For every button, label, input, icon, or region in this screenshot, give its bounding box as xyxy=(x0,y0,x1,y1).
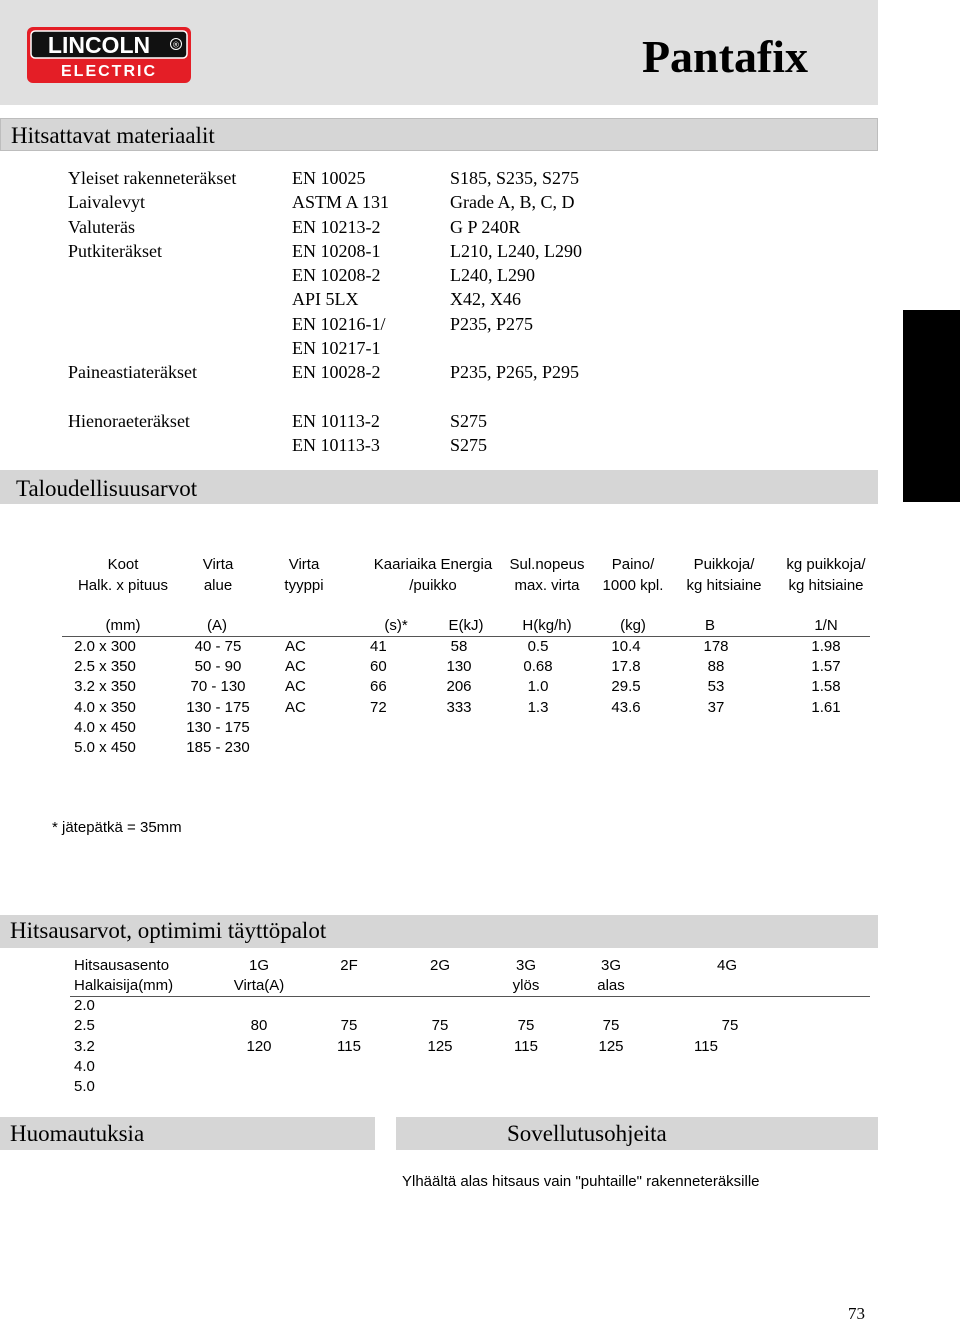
economy-cell: 0.68 xyxy=(523,658,553,675)
economy-unit: (mm) xyxy=(105,617,141,634)
welding-diameter: 2.0 xyxy=(74,997,95,1014)
economy-cell: 43.6 xyxy=(611,699,641,716)
material-grade: P235, P265, P295 xyxy=(450,362,580,382)
welding-current: 115 xyxy=(514,1038,538,1055)
economy-cell: 4.0 x 350 xyxy=(74,699,136,716)
section-applications xyxy=(396,1117,878,1150)
logo-registered-mark: ® xyxy=(173,40,179,50)
economy-cell: 53 xyxy=(707,678,725,695)
economy-footnote: * jätepätkä = 35mm xyxy=(52,819,182,836)
welding-header: Hitsausasento xyxy=(74,957,170,974)
economy-cell: 130 xyxy=(446,658,472,675)
section-notes xyxy=(0,1117,375,1150)
material-standard: EN 10208-2 xyxy=(292,265,381,285)
economy-cell: 206 xyxy=(446,678,472,695)
economy-header: tyyppi xyxy=(284,577,324,594)
welding-header: 3G xyxy=(515,957,537,974)
welding-current: 75 xyxy=(721,1017,739,1034)
material-name: Paineastiateräkset xyxy=(68,362,197,382)
material-standard: EN 10025 xyxy=(292,168,366,188)
welding-current: 75 xyxy=(431,1017,449,1034)
material-standard: API 5LX xyxy=(292,289,359,309)
welding-table-rule xyxy=(70,996,870,997)
economy-cell: 50 - 90 xyxy=(194,658,242,675)
welding-diameter: 4.0 xyxy=(74,1058,95,1075)
economy-header: Virta xyxy=(202,556,234,573)
material-standard: EN 10208-1 xyxy=(292,241,381,261)
welding-current: 125 xyxy=(427,1038,453,1055)
material-grade: L240, L290 xyxy=(450,265,535,285)
economy-cell: 10.4 xyxy=(611,638,641,655)
material-standard: EN 10216-1/ xyxy=(292,314,386,334)
material-standard: ASTM A 131 xyxy=(292,192,390,212)
welding-header: Virta(A) xyxy=(233,977,285,994)
economy-cell: 1.61 xyxy=(811,699,841,716)
economy-cell: 178 xyxy=(703,638,729,655)
logo-lincoln-text: LINCOLN xyxy=(47,32,151,58)
economy-header: Kaariaika Energia xyxy=(373,556,493,573)
economy-cell: 17.8 xyxy=(611,658,641,675)
section-welding-values xyxy=(0,915,878,948)
welding-header: 2G xyxy=(429,957,451,974)
welding-header: ylös xyxy=(512,977,540,994)
economy-unit: (A) xyxy=(207,617,227,634)
welding-header: Halkaisija(mm) xyxy=(74,977,174,994)
economy-cell: 2.0 x 300 xyxy=(74,638,136,655)
section-title: Hitsausarvot, optimimi täyttöpalot xyxy=(10,918,327,943)
welding-header: alas xyxy=(597,977,625,994)
economy-header: kg puikkoja/ xyxy=(786,556,866,573)
welding-current: 115 xyxy=(337,1038,361,1055)
economy-unit: E(kJ) xyxy=(448,617,484,634)
logo-electric-text: ELECTRIC xyxy=(61,63,157,80)
section-economy-values xyxy=(0,470,878,504)
material-standard: EN 10113-2 xyxy=(292,411,380,431)
welding-current: 75 xyxy=(517,1017,535,1034)
economy-cell: 1.98 xyxy=(811,638,841,655)
economy-header: Virta xyxy=(288,556,320,573)
economy-cell: 66 xyxy=(370,678,387,695)
side-index-tab xyxy=(903,310,960,502)
product-title: Pantafix xyxy=(641,31,809,82)
economy-cell: AC xyxy=(285,699,306,716)
economy-unit: B xyxy=(704,617,716,634)
economy-cell: AC xyxy=(285,678,306,695)
economy-header: Koot xyxy=(107,556,139,573)
material-name: Putkiteräkset xyxy=(68,241,162,261)
material-standard: EN 10113-3 xyxy=(292,435,380,455)
section-title: Hitsattavat materiaalit xyxy=(11,123,215,148)
material-standard: EN 10213-2 xyxy=(292,217,381,237)
section-title: Sovellutusohjeita xyxy=(507,1121,667,1146)
material-grade: P235, P275 xyxy=(450,314,534,334)
material-standard: EN 10217-1 xyxy=(292,338,381,358)
economy-cell: 1.0 xyxy=(527,678,549,695)
welding-current: 115 xyxy=(694,1038,718,1055)
welding-current: 75 xyxy=(602,1017,620,1034)
economy-cell: AC xyxy=(285,658,306,675)
economy-cell: 1.3 xyxy=(527,699,549,716)
economy-cell: 60 xyxy=(370,658,387,675)
economy-cell: 130 - 175 xyxy=(186,699,250,716)
material-grade: L210, L240, L290 xyxy=(450,241,582,261)
economy-cell: 0.5 xyxy=(527,638,549,655)
economy-cell: 5.0 x 450 xyxy=(74,739,136,756)
economy-cell: 88 xyxy=(707,658,725,675)
material-name: Laivalevyt xyxy=(68,192,145,212)
material-grade: G P 240R xyxy=(450,217,521,237)
lincoln-electric-logo xyxy=(27,27,191,83)
economy-header: alue xyxy=(203,577,233,594)
page-number: 73 xyxy=(848,1304,865,1323)
welding-header: 4G xyxy=(716,957,738,974)
welding-header: 1G xyxy=(248,957,270,974)
economy-cell: 70 - 130 xyxy=(190,678,246,695)
economy-cell: 130 - 175 xyxy=(186,719,250,736)
economy-cell: 185 - 230 xyxy=(186,739,250,756)
economy-header: 1000 kpl. xyxy=(602,577,664,594)
welding-current: 75 xyxy=(340,1017,358,1034)
section-welded-materials xyxy=(0,118,878,151)
welding-current: 125 xyxy=(598,1038,624,1055)
material-standard: EN 10028-2 xyxy=(292,362,381,382)
economy-cell: 37 xyxy=(707,699,725,716)
welding-header: 2F xyxy=(340,957,358,974)
welding-current: 120 xyxy=(246,1038,272,1055)
material-grade: Grade A, B, C, D xyxy=(450,192,575,212)
economy-table-rule xyxy=(62,636,870,637)
economy-unit: H(kg/h) xyxy=(522,617,572,634)
welding-header: 3G xyxy=(600,957,622,974)
welding-current: 80 xyxy=(250,1017,268,1034)
economy-header: max. virta xyxy=(514,577,580,594)
section-title: Taloudellisuusarvot xyxy=(16,476,198,501)
material-name: Yleiset rakenneteräkset xyxy=(68,168,237,188)
economy-cell: 333 xyxy=(446,699,472,716)
welding-diameter: 5.0 xyxy=(74,1078,95,1095)
economy-unit: (kg) xyxy=(620,617,646,634)
economy-cell: 40 - 75 xyxy=(194,638,242,655)
economy-cell: 4.0 x 450 xyxy=(74,719,136,736)
welding-diameter: 3.2 xyxy=(74,1038,95,1055)
economy-cell: 1.58 xyxy=(811,678,841,695)
economy-unit: 1/N xyxy=(814,617,838,634)
economy-cell: 41 xyxy=(370,638,387,655)
material-grade: X42, X46 xyxy=(450,289,521,309)
economy-cell: 1.57 xyxy=(811,658,841,675)
applications-text: Ylhäältä alas hitsaus vain "puhtaille" rakenneteräksille xyxy=(402,1173,760,1190)
material-name: Valuteräs xyxy=(68,217,135,237)
economy-cell: 29.5 xyxy=(611,678,641,695)
economy-header: /puikko xyxy=(409,577,457,594)
economy-cell: 58 xyxy=(450,638,468,655)
section-title: Huomautuksia xyxy=(10,1121,145,1146)
material-grade: S275 xyxy=(450,435,488,455)
welding-diameter: 2.5 xyxy=(74,1017,95,1034)
economy-header: Puikkoja/ xyxy=(693,556,755,573)
economy-header: Halk. x pituus xyxy=(77,577,169,594)
economy-header: kg hitsiaine xyxy=(686,577,762,594)
economy-cell: 72 xyxy=(370,699,387,716)
material-grade: S275 xyxy=(450,411,488,431)
material-grade: S185, S235, S275 xyxy=(450,168,580,188)
economy-cell: 3.2 x 350 xyxy=(74,678,136,695)
economy-header: Sul.nopeus xyxy=(509,556,585,573)
economy-unit: (s)* xyxy=(384,617,408,634)
economy-cell: AC xyxy=(285,638,306,655)
economy-header: Paino/ xyxy=(611,556,655,573)
material-name: Hienoraeteräkset xyxy=(68,411,190,431)
economy-cell: 2.5 x 350 xyxy=(74,658,136,675)
economy-header: kg hitsiaine xyxy=(788,577,864,594)
